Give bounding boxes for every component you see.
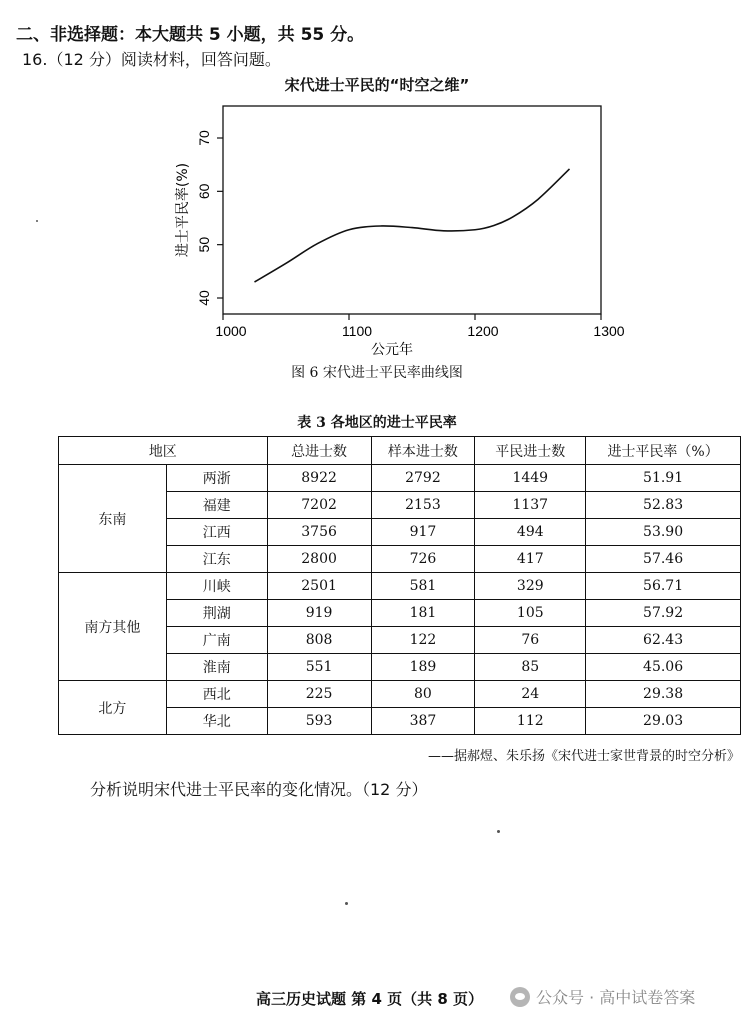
commoner-cell: 24 [475, 681, 586, 708]
scan-speck [345, 902, 348, 905]
series-line [255, 169, 570, 282]
rate-cell: 57.46 [586, 546, 741, 573]
x-tick-label: 1200 [467, 323, 499, 339]
section-heading: 二、非选择题：本大题共 5 小题，共 55 分。 [16, 25, 365, 45]
total-cell: 919 [267, 600, 371, 627]
commoner-cell: 417 [475, 546, 586, 573]
y-tick-label: 70 [196, 130, 212, 146]
table-row [59, 681, 741, 708]
sample-cell: 80 [371, 681, 475, 708]
chart-title: 宋代进士平民的“时空之维” [284, 76, 470, 94]
subregion-cell: 福建 [166, 492, 267, 519]
page-footer: 高三历史试题 第 4 页（共 8 页） [256, 990, 483, 1008]
question-text: 分析说明宋代进士平民率的变化情况。（12 分） [90, 780, 428, 799]
commoner-cell: 329 [475, 573, 586, 600]
commoner-cell: 1449 [475, 465, 586, 492]
line-chart [170, 98, 625, 360]
sample-cell: 2153 [371, 492, 475, 519]
sample-cell: 387 [371, 708, 475, 735]
sample-cell: 189 [371, 654, 475, 681]
commoner-cell: 76 [475, 627, 586, 654]
rate-cell: 29.03 [586, 708, 741, 735]
wechat-icon [510, 987, 530, 1007]
commoner-cell: 1137 [475, 492, 586, 519]
rate-cell: 62.43 [586, 627, 741, 654]
y-tick-label: 60 [196, 183, 212, 200]
y-tick-label: 40 [196, 290, 212, 306]
rate-cell: 51.91 [586, 465, 741, 492]
table-caption: 表 3 各地区的进士平民率 [297, 415, 457, 431]
table-body [59, 465, 741, 735]
table-row [59, 465, 741, 492]
subregion-cell: 荆湖 [166, 600, 267, 627]
subregion-cell: 两浙 [166, 465, 267, 492]
sample-cell: 726 [371, 546, 475, 573]
total-cell: 225 [267, 681, 371, 708]
commoner-cell: 112 [475, 708, 586, 735]
commoner-cell: 105 [475, 600, 586, 627]
total-cell: 7202 [267, 492, 371, 519]
total-cell: 593 [267, 708, 371, 735]
header-rate: 进士平民率（%） [586, 437, 741, 465]
sample-cell: 917 [371, 519, 475, 546]
sample-cell: 122 [371, 627, 475, 654]
total-cell: 3756 [267, 519, 371, 546]
rate-cell: 53.90 [586, 519, 741, 546]
sample-cell: 581 [371, 573, 475, 600]
commoner-cell: 85 [475, 654, 586, 681]
sample-cell: 2792 [371, 465, 475, 492]
source-note: ——据郝煜、朱乐扬《宋代进士家世背景的时空分析》 [427, 749, 740, 764]
header-sample: 样本进士数 [371, 437, 475, 465]
y-tick-label: 50 [196, 236, 212, 253]
header-region: 地区 [59, 437, 268, 465]
region-group-cell: 东南 [59, 465, 167, 573]
question-intro: 16.（12 分）阅读材料，回答问题。 [22, 50, 281, 69]
subregion-cell: 广南 [166, 627, 267, 654]
subregion-cell: 西北 [166, 681, 267, 708]
rate-cell: 45.06 [586, 654, 741, 681]
table-row [59, 573, 741, 600]
region-rate-table [58, 436, 741, 735]
scan-speck [36, 220, 38, 222]
total-cell: 2800 [267, 546, 371, 573]
header-commoner: 平民进士数 [475, 437, 586, 465]
table-header-row [59, 437, 741, 465]
subregion-cell: 川峡 [166, 573, 267, 600]
rate-cell: 57.92 [586, 600, 741, 627]
subregion-cell: 江东 [166, 546, 267, 573]
region-group-cell: 南方其他 [59, 573, 167, 681]
x-axis-label: 公元年 [371, 342, 413, 358]
y-axis-label: 进士平民率(%) [175, 162, 191, 258]
rate-cell: 52.83 [586, 492, 741, 519]
figure-caption: 图 6 宋代进士平民率曲线图 [291, 365, 463, 381]
watermark [510, 985, 695, 1008]
subregion-cell: 淮南 [166, 654, 267, 681]
total-cell: 551 [267, 654, 371, 681]
plot-frame [223, 106, 601, 314]
region-group-cell: 北方 [59, 681, 167, 735]
sample-cell: 181 [371, 600, 475, 627]
scan-speck [497, 830, 500, 833]
rate-cell: 29.38 [586, 681, 741, 708]
total-cell: 808 [267, 627, 371, 654]
x-tick-label: 1300 [593, 323, 625, 339]
subregion-cell: 华北 [166, 708, 267, 735]
x-tick-label: 1000 [215, 323, 247, 339]
watermark-text: 公众号 · 高中试卷答案 [536, 988, 696, 1007]
rate-cell: 56.71 [586, 573, 741, 600]
total-cell: 2501 [267, 573, 371, 600]
total-cell: 8922 [267, 465, 371, 492]
subregion-cell: 江西 [166, 519, 267, 546]
header-total: 总进士数 [267, 437, 371, 465]
commoner-cell: 494 [475, 519, 586, 546]
x-tick-label: 1100 [341, 323, 373, 339]
